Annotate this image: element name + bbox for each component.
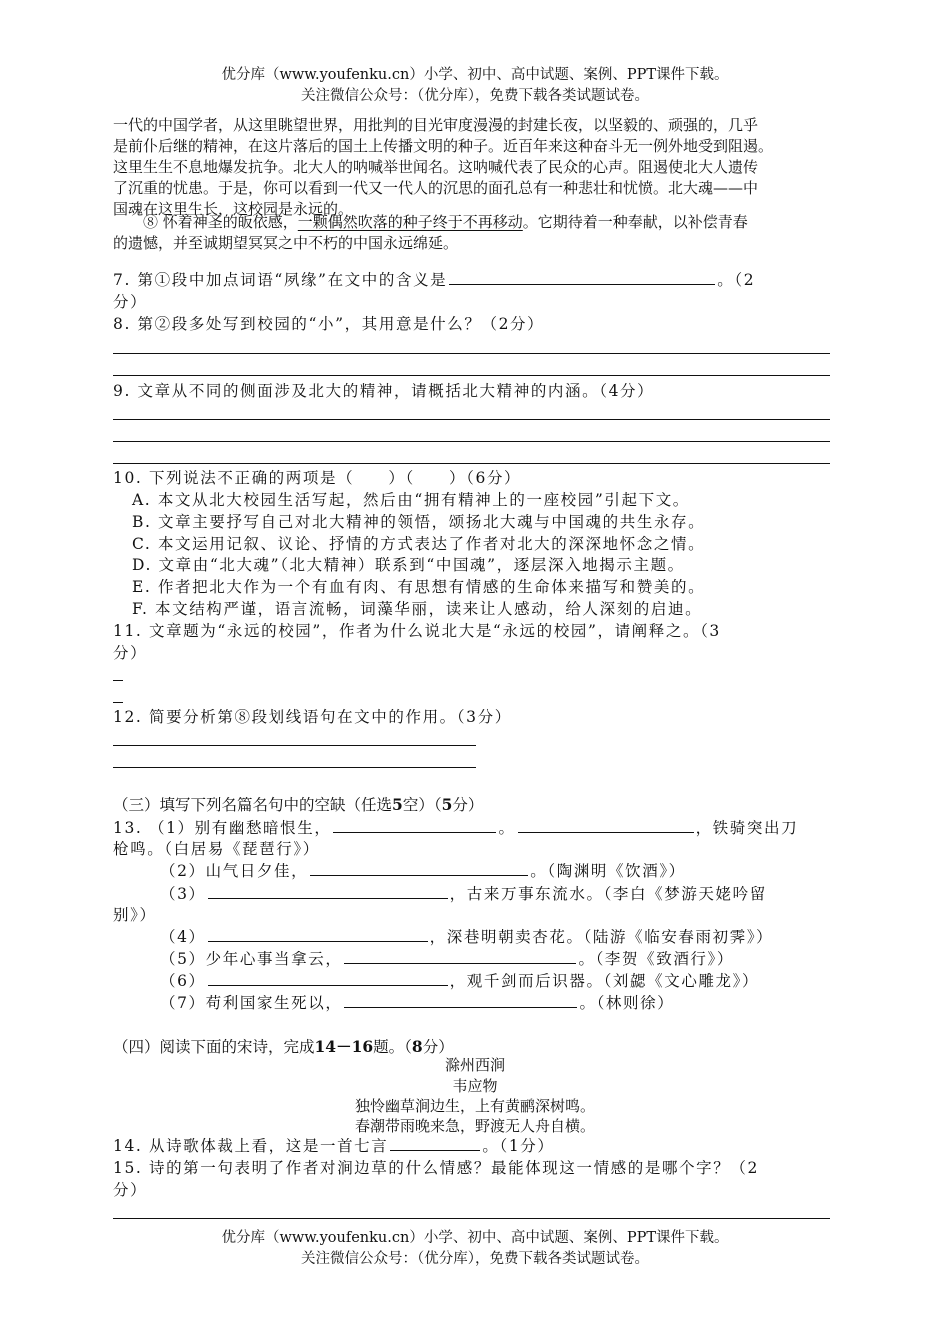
q9-answer-line[interactable] (113, 419, 830, 420)
question-9: 9. 文章从不同的侧面涉及北大的精神，请概括北大精神的内涵。（4分） (113, 382, 655, 400)
q13-source: 枪鸣。（白居易《琵琶行》） (113, 840, 320, 858)
q9-answer-line[interactable] (113, 463, 830, 464)
item-7-source: 。（林则徐） (579, 994, 675, 1012)
passage-line: 国魂在这里生长，这校园是永远的。 (113, 200, 354, 218)
passage-line: 这里生生不息地爆发抗争。北大人的呐喊举世闻名。这呐喊代表了民众的心声。阻遏使北大人遗传 (113, 158, 759, 176)
section-3-title-text: （三）填写下列名篇名句中的空缺（任选 (113, 796, 393, 814)
q7-score: 。（2 (717, 271, 756, 289)
question-7 (113, 270, 755, 290)
q10-option-e: E. 作者把北大作为一个有血有肉、有思想有情感的生命体来描写和赞美的。 (132, 578, 706, 596)
q10-option-f: F. 本文结构严谨，语言流畅，词藻华丽，读来让人感动，给人深刻的启迪。 (132, 600, 703, 618)
q12-answer-line[interactable] (113, 767, 476, 768)
poem-title: 滁州西涧 (444, 1056, 505, 1074)
section-4-title-end: 分） (422, 1038, 454, 1056)
q13-item-2 (160, 861, 686, 881)
q8-answer-line[interactable] (113, 375, 830, 376)
item-2-blank[interactable] (310, 861, 528, 876)
q13-blank-2[interactable] (518, 818, 694, 833)
q13-text-2: ，铁骑突出刀 (695, 819, 799, 837)
footer-divider (113, 1218, 830, 1219)
section-4-title (113, 1037, 454, 1057)
section-4-score: 8 (411, 1037, 423, 1056)
item-7-blank[interactable] (344, 993, 577, 1008)
question-15: 15. 诗的第一句表明了作者对涧边草的什么情感？最能体现这一情感的是哪个字？（2 (113, 1159, 759, 1177)
q13-item-5 (160, 949, 734, 969)
header-line-1: 优分库（www.youfenku.cn）小学、初中、高中试题、案例、PPT课件下载。 (221, 67, 729, 83)
q11-score-wrap: 分） (113, 644, 148, 662)
item-7-text: （7）苟利国家生死以， (160, 994, 343, 1012)
q7-score-wrap: 分） (113, 293, 148, 311)
q10-option-d: D. 文章由“北大魂”（北大精神）联系到“中国魂”，逐层深入地揭示主题。 (132, 556, 685, 574)
section-3-score: 5 (441, 795, 453, 814)
q12-answer-line[interactable] (113, 745, 476, 746)
item-2-source: 。（陶渊明《饮酒》） (530, 862, 686, 880)
section-4-title-text: （四）阅读下面的宋诗，完成 (113, 1038, 315, 1056)
question-12: 12. 简要分析第⑧段划线语句在文中的作用。（3分） (113, 708, 512, 726)
section-4-question-range: 14－16 (314, 1037, 374, 1056)
question-10: 10. 下列说法不正确的两项是（ ）（ ）（6分） (113, 469, 522, 487)
p8-underlined-sentence: 一颗偶然吹落的种子终于不再移动 (297, 213, 523, 231)
passage-line: 是前仆后继的精神，在这片落后的国土上传播文明的种子。近百年来这种奋斗无一例外地受到阻遏。 (113, 137, 774, 155)
q9-answer-line[interactable] (113, 441, 830, 442)
passage-line: 一代的中国学者，从这里眺望世界，用批判的目光审度漫漫的封建长夜，以坚毅的、顽强的，几乎 (113, 116, 759, 134)
p8-start: ⑧ 怀着神圣的皈依感， (143, 213, 298, 231)
item-5-blank[interactable] (344, 949, 576, 964)
section-3-title (113, 795, 483, 815)
item-3-text: ，古来万事东流水。（李白《梦游天姥吟留 (449, 885, 767, 903)
item-3-num: （3） (160, 885, 206, 903)
q13-item-3 (160, 884, 767, 904)
q13-item-6 (160, 971, 759, 991)
section-3-choose-count: 5 (392, 795, 403, 814)
item-6-num: （6） (160, 972, 206, 990)
item-3-blank[interactable] (208, 884, 448, 899)
paragraph-8 (143, 212, 748, 232)
p8-end: 。它期待着一种奉献，以补偿青春 (522, 213, 748, 231)
item-5-text: （5）少年心事当拿云， (160, 950, 343, 968)
footer-line-1: 优分库（www.youfenku.cn）小学、初中、高中试题、案例、PPT课件下载。 (221, 1230, 729, 1246)
q10-option-c: C. 本文运用记叙、议论、抒情的方式表达了作者对北大的深深地怀念之情。 (132, 535, 706, 553)
q11-answer-line[interactable] (113, 702, 123, 703)
q10-option-b: B. 文章主要抒写自己对北大精神的领悟，颂扬北大魂与中国魂的共生永存。 (132, 513, 706, 531)
footer-line-2: 关注微信公众号：（优分库），免费下载各类试题试卷。 (301, 1251, 649, 1267)
poem-line-1: 独怜幽草涧边生，上有黄鹂深树鸣。 (354, 1097, 595, 1115)
question-11: 11. 文章题为“永远的校园”，作者为什么说北大是“永远的校园”，请阐释之。（3 (113, 622, 721, 640)
poem-line-2: 春潮带雨晚来急，野渡无人舟自横。 (354, 1117, 595, 1135)
q14-text: 14. 从诗歌体裁上看，这是一首七言 (113, 1137, 389, 1155)
section-4-title-mid: 题。（ (373, 1038, 412, 1056)
item-6-text: ，观千剑而后识器。（刘勰《文心雕龙》） (449, 972, 760, 990)
q7-answer-blank[interactable] (449, 270, 715, 285)
item-4-text: ，深巷明朝卖杏花。（陆游《临安春雨初霁》） (429, 928, 774, 946)
q7-text: 7. 第①段中加点词语“夙缘”在文中的含义是 (113, 271, 448, 289)
q13-blank-1[interactable] (333, 818, 496, 833)
question-14 (113, 1136, 555, 1156)
q15-score-wrap: 分） (113, 1181, 148, 1199)
q13-item-4 (160, 927, 773, 947)
q14-score: 。（1分） (482, 1137, 555, 1155)
section-3-title-mid: 空）（ (402, 796, 442, 814)
passage-line: 了沉重的忧患。于是，你可以看到一代又一代人的沉思的面孔总有一种悲壮和忧愤。北大魂——中 (113, 179, 759, 197)
item-4-num: （4） (160, 928, 206, 946)
q10-option-a: A. 本文从北大校园生活写起，然后由“拥有精神上的一座校园”引起下文。 (132, 491, 690, 509)
header-line-2: 关注微信公众号：（优分库），免费下载各类试题试卷。 (301, 88, 649, 104)
q8-answer-line[interactable] (113, 353, 830, 354)
item-3-source-wrap: 别》） (113, 906, 157, 924)
q13-period: 。 (498, 819, 516, 837)
section-3-title-end: 分） (452, 796, 484, 814)
q13-text: 13. （1）别有幽愁暗恨生， (113, 819, 332, 837)
item-2-text: （2）山气日夕佳， (160, 862, 309, 880)
question-13 (113, 818, 798, 838)
q14-answer-blank[interactable] (390, 1136, 480, 1151)
paragraph-8-line-2: 的遗憾，并至诚期望冥冥之中不朽的中国永远绵延。 (113, 234, 459, 252)
item-5-source: 。（李贺《致酒行》） (578, 950, 734, 968)
question-8: 8. 第②段多处写到校园的“小”，其用意是什么？（2分） (113, 315, 545, 333)
q13-item-7 (160, 993, 674, 1013)
item-4-blank[interactable] (208, 927, 428, 942)
poem-author: 韦应物 (452, 1077, 498, 1095)
q11-answer-line[interactable] (113, 680, 123, 681)
item-6-blank[interactable] (208, 971, 448, 986)
